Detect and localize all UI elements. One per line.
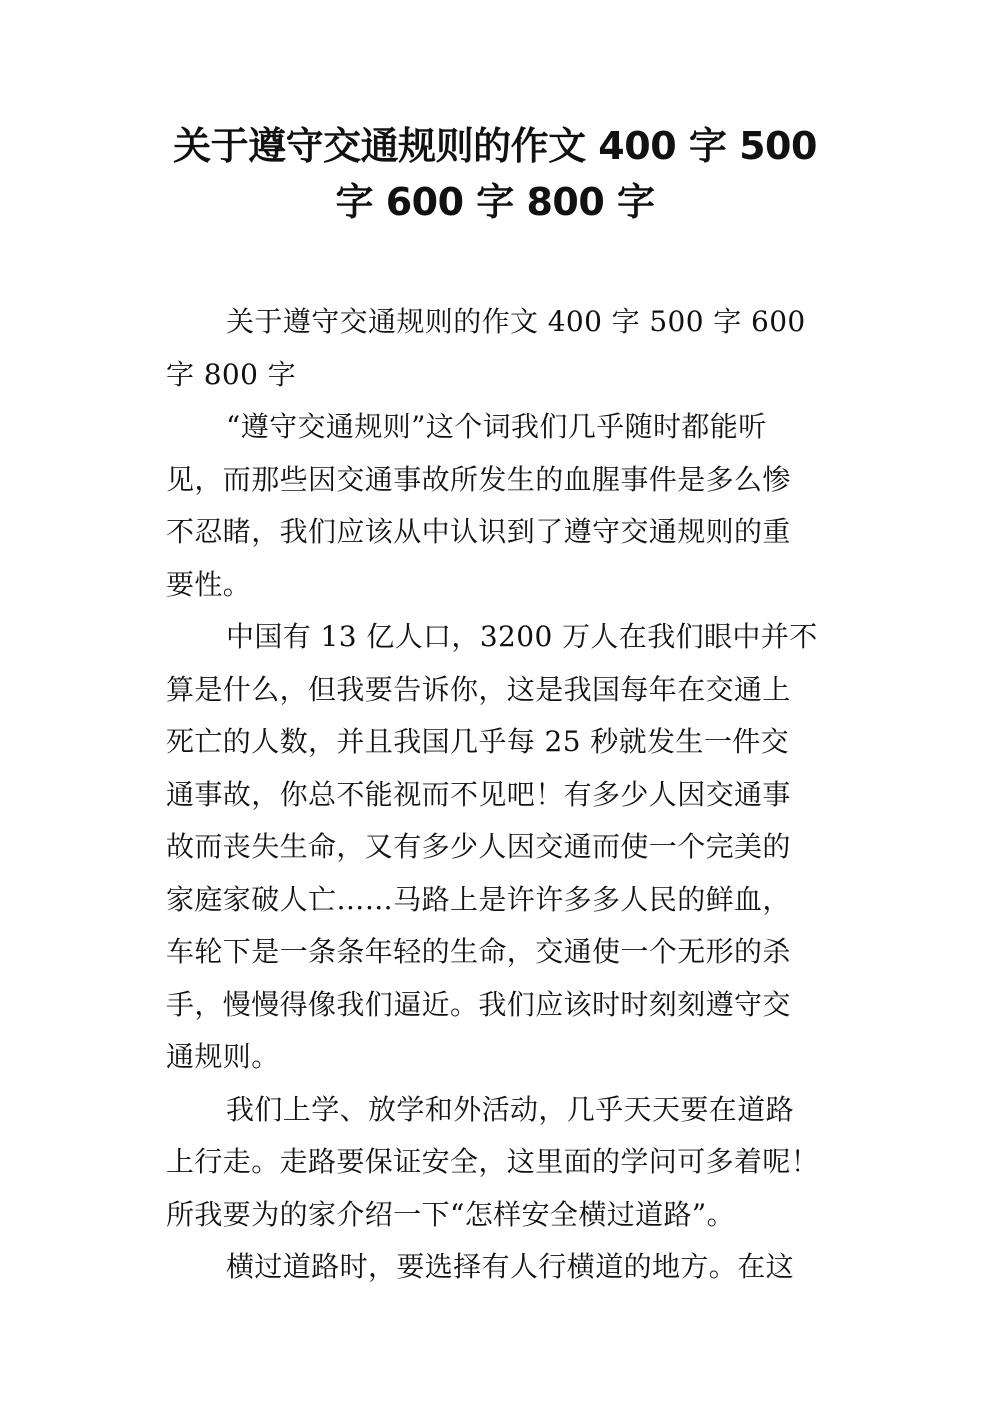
paragraph <box>166 401 834 611</box>
document-body <box>166 296 834 1294</box>
paragraph-line: 通事故，你总不能视而不见吧！有多少人因交通事 <box>166 777 791 811</box>
paragraph-line: 通规则。 <box>166 1040 280 1073</box>
paragraph-line: 上行走。走路要保证安全，这里面的学问可多着呢！ <box>166 1145 820 1178</box>
paragraph-line: “遵守交通规则”这个词我们几乎随时都能听 <box>226 410 767 443</box>
paragraph-line: 车轮下是一条条年轻的生命，交通使一个无形的杀 <box>166 935 791 968</box>
paragraph-line: 要性。 <box>166 567 252 601</box>
paragraph-line: 死亡的人数，并且我国几乎每 25 秒就发生一件交 <box>166 725 790 758</box>
title-line-1: 关于遵守交通规则的作文 400 字 500 <box>173 124 817 168</box>
paragraph-line: 故而丧失生命，又有多少人因交通而使一个完美的 <box>166 830 791 863</box>
paragraph-line: 所我要为的家介绍一下“怎样安全横过道路”。 <box>166 1197 736 1231</box>
paragraph-line: 家庭家破人亡……马路上是许许多多人民的鲜血， <box>166 882 791 916</box>
paragraph-line: 见，而那些因交通事故所发生的血腥事件是多么惨 <box>166 462 791 496</box>
paragraph-line: 我们上学、放学和外活动，几乎天天要在道路 <box>226 1092 795 1126</box>
paragraph <box>166 296 834 401</box>
paragraph <box>166 1241 834 1294</box>
paragraph <box>166 1084 834 1242</box>
paragraph <box>166 611 834 1084</box>
paragraph-line: 不忍睹，我们应该从中认识到了遵守交通规则的重 <box>166 515 791 548</box>
paragraph-line: 字 800 字 <box>166 357 297 391</box>
title-line-2: 字 600 字 800 字 <box>335 180 655 224</box>
document-title <box>150 118 840 230</box>
paragraph-line: 中国有 13 亿人口，3200 万人在我们眼中并不 <box>226 620 818 653</box>
paragraph-line: 关于遵守交通规则的作文 400 字 500 字 600 <box>226 305 806 338</box>
paragraph-line: 横过道路时，要选择有人行横道的地方。在这 <box>226 1250 795 1283</box>
paragraph-line: 算是什么，但我要告诉你，这是我国每年在交通上 <box>166 672 791 706</box>
paragraph-line: 手，慢慢得像我们逼近。我们应该时时刻刻遵守交 <box>166 987 791 1021</box>
